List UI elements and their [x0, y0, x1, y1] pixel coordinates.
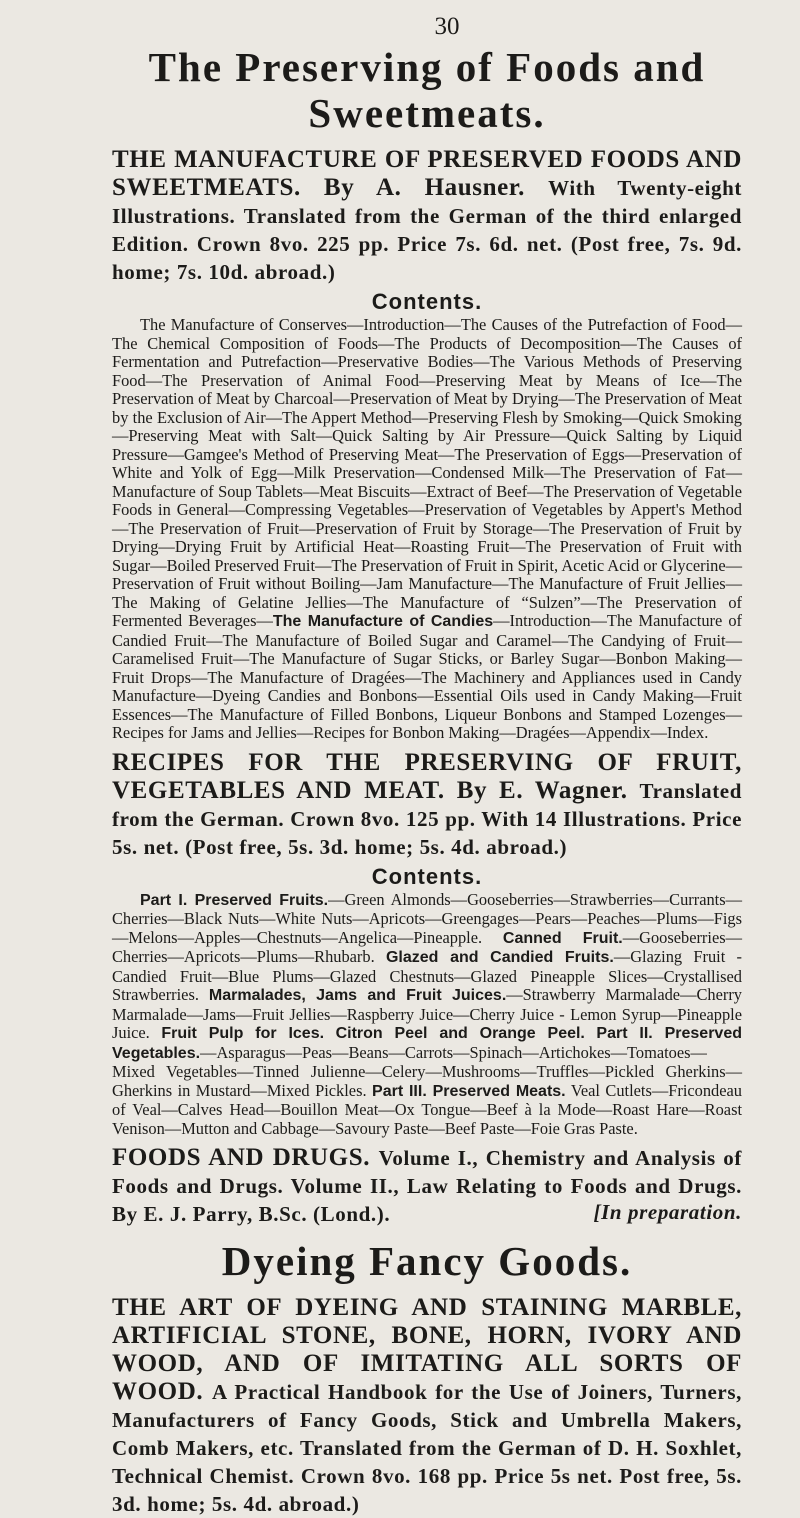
contents-heading: Contents. — [371, 863, 483, 889]
contents-text: —Green Almonds—Gooseberries—Strawberries—Currants—Cherries—Black Nuts—White Nuts—Apricots—Greengages—Pears—Peaches—Plums—Figs—Melons—Apples—Chestnuts—Angelica—Pineapple. — [112, 889, 742, 947]
page-number: 30 — [434, 13, 460, 40]
contents-text: —Strawberry Marmalade—Cherry Marmalade—Jams—Fruit Jellies—Raspberry Juice—Cherry Juice - Lemon Syrup—Pineapple Juice. — [112, 985, 742, 1042]
book-description: A Practical Handbook for the Use of Joiners, Turners, Manufacturers of Fancy Goods, Stick and Umbrella Makers, Comb Makers, etc. Translated from the German of D. H. Soxhlet, Technical Chemist. Crown 8vo. 168 pp. Price 5s net. Post free, 5s. 3d. home; 5s. 4d. abroad.) — [112, 1380, 742, 1516]
book-description: Translated from the German. Crown 8vo. 125 pp. With 14 Illustrations. Price 5s. net. (Post free, 5s. 3d. home; 5s. 4d. abroad.) — [112, 778, 742, 859]
book-description: Volume I., Chemistry and Analysis of Foods and Drugs. Volume II., Law Relating to Foods and Drugs. By E. J. Parry, B.Sc. (Lond.). — [112, 1146, 742, 1226]
contents-list — [112, 891, 742, 1139]
book-title: THE ART OF DYEING AND STAINING MARBLE, ARTIFICIAL STONE, BONE, HORN, IVORY AND WOOD, AND OF IMITATING ALL SORTS OF WOOD. — [112, 1294, 742, 1405]
contents-subhead: Fruit Pulp for Ices. — [161, 1025, 325, 1042]
section-title-preserving — [112, 44, 742, 136]
book-entry-recipes — [112, 749, 742, 1139]
entry-heading — [112, 749, 742, 861]
contents-text: Veal Cutlets—Fricondeau of Veal—Calves Head—Bouillon Meat—Ox Tongue—Beef à la Mode—Roast Hare—Roast Venison—Mutton and Cabbage—Savoury Paste—Beef Paste—Foie Gras Paste. — [112, 1080, 742, 1138]
book-author: By A. Hausner. — [323, 174, 526, 201]
contents-text: —Gooseberries—Cherries—Apricots—Plums—Rhubarb. — [112, 927, 742, 966]
contents-heading: Contents. — [371, 289, 483, 314]
book-title: RECIPES FOR THE PRESERVING OF FRUIT, VEGETABLES AND MEAT. — [112, 748, 742, 804]
entry-heading — [112, 1294, 742, 1518]
contents-text-rest: —Introduction—The Manufacture of Candied Fruit—The Manufacture of Boiled Sugar and Caramel—The Candying of Fruit—Caramelised Fruit—The Manufacture of Sugar Sticks, or Barley Sugar—Bonbon Making—Fruit Drops—The Manufacture of Dragées—The Machinery and Appliances used in Candy Manufacture—Dyeing Candies and Bonbons—Essential Oils used in Candy Making—Fruit Essences—The Manufacture of Filled Bonbons, Liqueur Bonbons and Stamped Lozenges—Recipes for Jams and Jellies—Recipes for Bonbon Making—Dragées—Appendix—Index. — [112, 611, 743, 742]
book-description: With Twenty-eight Illustrations. Translated from the German of the third enlarged Edition. Crown 8vo. 225 pp. Price 7s. 6d. net. (Post free, 7s. 9d. home; 7s. 10d. abroad.) — [112, 176, 742, 284]
contents-subhead: Canned Fruit. — [502, 929, 623, 947]
contents-text: The Manufacture of Conserves—Introduction—The Causes of the Putrefaction of Food—The Chemical Composition of Foods—The Products of Decomposition—The Causes of Fermentation and Putrefaction—Preservative Bodies—The Various Methods of Preserving Food—The Preservation of Animal Food—Preserving Meat by Means of Ice—The Preservation of Meat by Charcoal—Preservation of Meat by Drying—The Preservation of Meat by the Exclusion of Air—The Appert Method—Preserving Flesh by Smoking—Quick Smoking—Preserving Meat with Salt—Quick Salting by Air Pressure—Quick Salting by Liquid Pressure—Gamgee's Method of Preserving Meat—The Preservation of Eggs—Preservation of White and Yolk of Egg—Milk Preservation—Condensed Milk—The Preservation of Fat—Manufacture of Soup Tablets—Meat Biscuits—Extract of Beef—The Preservation of Vegetable Foods in General—Compressing Vegetables—Preservation of Vegetables by Appert's Method—The Preservation of Fruit—Preservation of Fruit by Storage—The Preservation of Fruit by Drying—Drying Fruit by Artificial Heat—Roasting Fruit—The Preservation of Fruit with Sugar—Boiled Preserved Fruit—The Preservation of Fruit in Spirit, Acetic Acid or Glycerine—Preservation of Fruit without Boiling—Jam Manufacture—The Manufacture of Fruit Jellies—The Making of Gelatine Jellies—The Manufacture of “Sulzen”—The Preservation of Fermented Beverages— — [112, 315, 743, 630]
contents-list — [112, 316, 742, 743]
entry-heading — [112, 1144, 742, 1228]
contents-subhead: Part III. Preserved Meats. — [372, 1082, 566, 1100]
contents-text: —Asparagus—Peas—Beans—Carrots—Spinach—Artichokes—Tomatoes—Mixed Vegetables—Tinned Julienne—Celery—Mushrooms—Truffles—Pickled Gherkins—Gherkins in Mustard—Mixed Pickles. — [112, 1042, 742, 1100]
book-entry-preserved-foods — [112, 146, 742, 743]
book-entry-dyeing — [112, 1294, 742, 1518]
contents-subhead: Glazed and Candied Fruits. — [385, 949, 614, 966]
contents-subhead: Citron Peel and Orange Peel. — [335, 1025, 585, 1042]
book-author: By E. Wagner. — [456, 776, 628, 804]
book-entry-foods-drugs — [112, 1144, 742, 1228]
section-title-line2: Sweetmeats. — [308, 90, 546, 136]
entry-heading — [112, 146, 742, 286]
book-title: THE MANUFACTURE OF PRESERVED FOODS AND SWEETMEATS. — [112, 146, 742, 201]
book-title: FOODS AND DRUGS. — [112, 1144, 371, 1171]
preparation-note: [In preparation. — [593, 1200, 742, 1224]
contents-subhead: The Manufacture of Candies — [272, 613, 494, 630]
contents-subhead: Part II. Preserved Vegetables. — [112, 1025, 743, 1062]
contents-subhead: Marmalades, Jams and Fruit Juices. — [208, 987, 507, 1004]
section-title-dyeing: Dyeing Fancy Goods. — [221, 1238, 633, 1284]
contents-text: —Glazing Fruit - Candied Fruit—Blue Plums—Glazed Chestnuts—Glazed Pineapple Slices—Crystallised Strawberries. — [112, 947, 742, 1004]
section-title-line1: The Preserving of Foods and — [148, 44, 706, 90]
contents-subhead: Part I. Preserved Fruits. — [140, 891, 329, 909]
